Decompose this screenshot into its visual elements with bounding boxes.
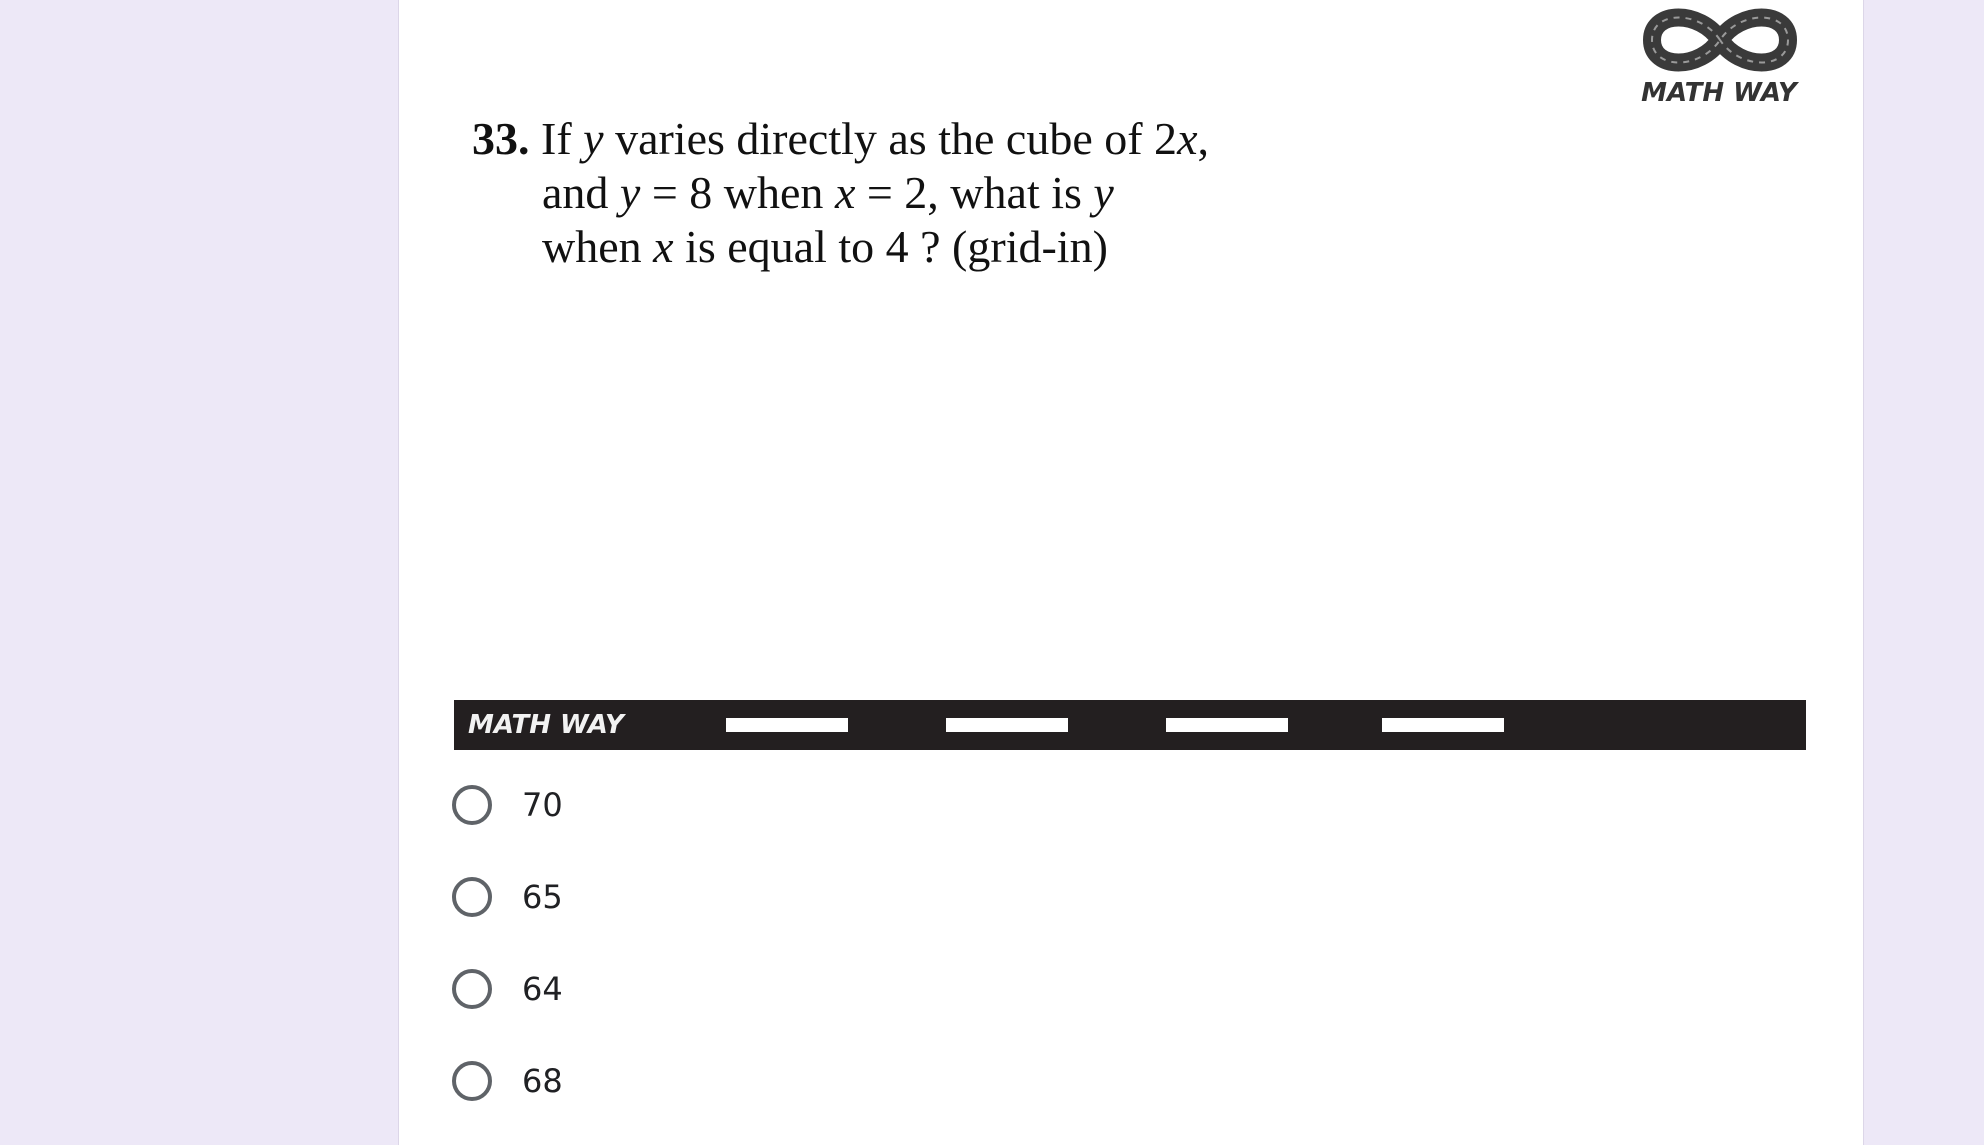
option-70[interactable]: [452, 780, 852, 830]
banner-dash: [946, 718, 1068, 732]
option-68[interactable]: [452, 1056, 852, 1106]
question-text-part: and: [542, 167, 620, 218]
question-line-2: [472, 166, 1209, 220]
question-number: 33.: [472, 113, 530, 164]
question-text-part: If: [541, 113, 584, 164]
variable-y: y: [583, 113, 604, 164]
infinity-icon: [1642, 0, 1798, 80]
banner-label: MATH WAY: [468, 710, 624, 740]
option-64[interactable]: [452, 964, 852, 1014]
variable-x: x: [834, 167, 856, 218]
variable-y: y: [1093, 167, 1114, 218]
question-text: [472, 112, 1209, 274]
question-line-1: [472, 112, 1209, 166]
math-way-banner: [454, 700, 1806, 750]
radio-button[interactable]: [452, 1061, 492, 1101]
banner-dash: [1382, 718, 1504, 732]
option-label: 64: [522, 970, 563, 1008]
option-65[interactable]: [452, 872, 852, 922]
banner-dash: [1166, 718, 1288, 732]
banner-dash: [726, 718, 848, 732]
variable-y: y: [619, 167, 641, 218]
radio-button[interactable]: [452, 969, 492, 1009]
question-text-part: = 8 when: [640, 167, 835, 218]
option-label: 65: [522, 878, 563, 916]
option-label: 70: [522, 786, 563, 824]
question-text-part: = 2, what is: [855, 167, 1094, 218]
math-way-logo: [1634, 0, 1804, 112]
question-line-3: [472, 220, 1209, 274]
question-text-part: ,: [1197, 113, 1209, 164]
radio-button[interactable]: [452, 785, 492, 825]
logo-text: MATH WAY: [1641, 78, 1797, 108]
question-text-part: is equal to 4 ? (grid-in): [673, 221, 1108, 272]
variable-x: x: [1177, 113, 1198, 164]
question-text-part: varies directly as the cube of 2: [603, 113, 1178, 164]
radio-button[interactable]: [452, 877, 492, 917]
option-label: 68: [522, 1062, 563, 1100]
question-text-part: when: [542, 221, 654, 272]
variable-x: x: [653, 221, 674, 272]
